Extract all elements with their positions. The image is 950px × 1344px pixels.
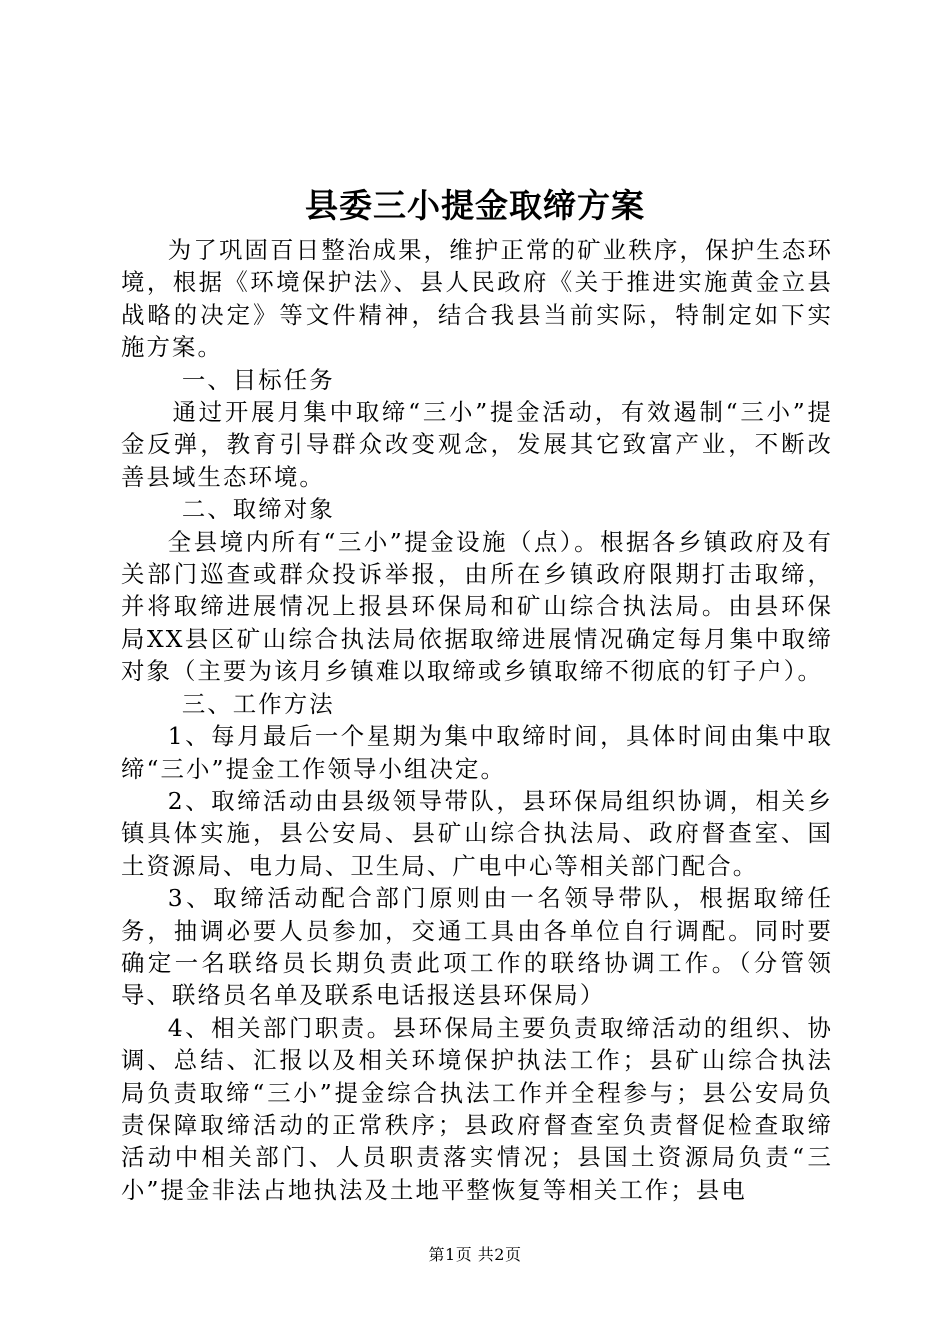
section-heading-targets: 二、取缔对象 xyxy=(181,495,335,524)
section-heading-methods: 三、工作方法 xyxy=(181,689,335,718)
paragraph-goals: 通过开展月集中取缔“三小”提金活动，有效遏制“三小”提金反弹，教育引导群众改变观念，发展其它致富产业，不断改善县域生态环境。 xyxy=(121,398,833,491)
paragraph-method-2: 2、取缔活动由县级领导带队，县环保局组织协调，相关乡镇具体实施，县公安局、县矿山综合执法局、政府督查室、国土资源局、电力局、卫生局、广电中心等相关部门配合。 xyxy=(121,786,833,880)
paragraph-method-1: 1、每月最后一个星期为集中取缔时间，具体时间由集中取缔“三小”提金工作领导小组决定。 xyxy=(121,722,833,783)
section-heading-goals: 一、目标任务 xyxy=(181,365,335,394)
paragraph-intro: 为了巩固百日整治成果，维护正常的矿业秩序，保护生态环境，根据《环境保护法》、县人民政府《关于推进实施黄金立县战略的决定》等文件精神，结合我县当前实际，特制定如下实施方案。 xyxy=(121,236,833,362)
page-number-footer: 第1页 共2页 xyxy=(428,1245,522,1264)
document-title: 县委三小提金取缔方案 xyxy=(305,186,645,225)
paragraph-method-3: 3、取缔活动配合部门原则由一名领导带队，根据取缔任务，抽调必要人员参加，交通工具由各单位自行调配。同时要确定一名联络员长期负责此项工作的联络协调工作。（分管领导、联络员名单及联系电话报送县环保局） xyxy=(121,884,833,1010)
paragraph-targets: 全县境内所有“三小”提金设施（点）。根据各乡镇政府及有关部门巡查或群众投诉举报，由所在乡镇政府限期打击取缔，并将取缔进展情况上报县环保局和矿山综合执法局。由县环保局XX县区矿山综合执法局依据取缔进展情况确定每月集中取缔对象（主要为该月乡镇难以取缔或乡镇取缔不彻底的钉子户）。 xyxy=(121,527,833,686)
paragraph-method-4: 4、相关部门职责。县环保局主要负责取缔活动的组织、协调、总结、汇报以及相关环境保护执法工作；县矿山综合执法局负责取缔“三小”提金综合执法工作并全程参与；县公安局负责保障取缔活动的正常秩序；县政府督查室负责督促检查取缔活动中相关部门、人员职责落实情况；县国土资源局负责“三小”提金非法占地执法及土地平整恢复等相关工作；县电 xyxy=(121,1013,833,1204)
document-body xyxy=(121,234,833,1206)
